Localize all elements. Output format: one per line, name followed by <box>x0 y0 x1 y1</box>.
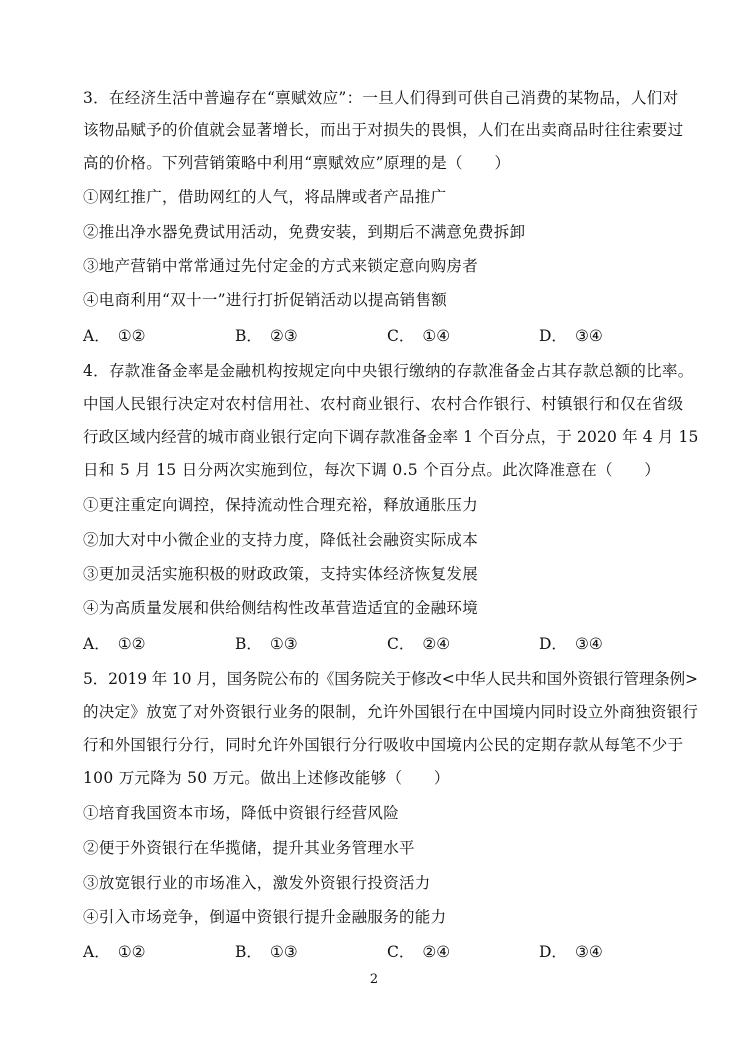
question-4-item-1: ①更注重定向调控，保持流动性合理充裕，释放通胀压力 <box>83 496 479 514</box>
option-a[interactable] <box>83 634 146 654</box>
question-4-stem-line-2: 中国人民银行决定对农村信用社、农村商业银行、农村合作银行、村镇银行和仅在省级 <box>83 395 684 413</box>
option-c[interactable] <box>387 326 450 346</box>
option-d[interactable] <box>539 942 603 962</box>
option-text: ②③ <box>269 327 298 345</box>
question-5-stem-line-1: 5．2019 年 10 月，国务院公布的《国务院关于修改<中华人民共和国外资银行管理条例> <box>83 670 698 688</box>
option-letter: C． <box>387 327 415 345</box>
option-text: ②④ <box>422 635 451 653</box>
question-5-item-2: ②便于外资银行在华揽储，提升其业务管理水平 <box>83 839 415 857</box>
question-4-stem-line-4: 日和 5 月 15 日分两次实施到位，每次下调 0.5 个百分点。此次降准意在（ ） <box>83 461 661 479</box>
question-4-options <box>83 634 683 654</box>
option-text: ③④ <box>574 327 603 345</box>
option-letter: D． <box>539 635 567 653</box>
option-c[interactable] <box>387 634 450 654</box>
question-5-stem-line-3: 行和外国银行分行，同时允许外国银行分行吸收中国境内公民的定期存款从每笔不少于 <box>83 736 684 754</box>
option-text: ③④ <box>574 943 603 961</box>
option-a[interactable] <box>83 326 146 346</box>
option-b[interactable] <box>235 326 298 346</box>
option-text: ①② <box>117 635 146 653</box>
question-3-item-1: ①网红推广，借助网红的人气，将品牌或者产品推广 <box>83 188 447 206</box>
option-letter: D． <box>539 327 567 345</box>
option-text: ①③ <box>269 943 298 961</box>
option-text: ③④ <box>574 635 603 653</box>
option-letter: A． <box>83 943 110 961</box>
option-letter: C． <box>387 635 415 653</box>
question-5-options <box>83 942 683 962</box>
question-4-stem-line-1: 4．存款准备金率是金融机构按规定向中央银行缴纳的存款准备金占其存款总额的比率。 <box>83 362 694 380</box>
option-b[interactable] <box>235 942 298 962</box>
question-3-stem-line-1: 3．在经济生活中普遍存在“禀赋效应”：一旦人们得到可供自己消费的某物品，人们对 <box>83 89 679 107</box>
option-a[interactable] <box>83 942 146 962</box>
option-letter: A． <box>83 327 110 345</box>
option-letter: B． <box>235 327 262 345</box>
option-c[interactable] <box>387 942 450 962</box>
question-4-item-2: ②加大对中小微企业的支持力度，降低社会融资实际成本 <box>83 531 479 549</box>
option-text: ②④ <box>422 943 451 961</box>
page-number: 2 <box>369 972 379 987</box>
question-3-options <box>83 326 683 346</box>
option-letter: B． <box>235 635 262 653</box>
option-letter: C． <box>387 943 415 961</box>
question-3-item-4: ④电商利用“双十一”进行打折促销活动以提高销售额 <box>83 291 448 309</box>
option-letter: A． <box>83 635 110 653</box>
option-text: ①② <box>117 943 146 961</box>
option-letter: B． <box>235 943 262 961</box>
option-text: ①④ <box>422 327 451 345</box>
question-4-item-3: ③更加灵活实施积极的财政政策，支持实体经济恢复发展 <box>83 565 479 583</box>
option-b[interactable] <box>235 634 298 654</box>
option-text: ①② <box>117 327 146 345</box>
option-letter: D． <box>539 943 567 961</box>
question-3-item-2: ②推出净水器免费试用活动，免费安装，到期后不满意免费拆卸 <box>83 223 526 241</box>
question-5-item-4: ④引入市场竞争，倒逼中资银行提升金融服务的能力 <box>83 908 447 926</box>
question-3-stem-line-3: 高的价格。下列营销策略中利用“禀赋效应”原理的是（ ） <box>83 154 511 172</box>
question-5-stem-line-4: 100 万元降为 50 万元。做出上述修改能够（ ） <box>83 769 450 787</box>
option-text: ①③ <box>269 635 298 653</box>
option-d[interactable] <box>539 326 603 346</box>
option-d[interactable] <box>539 634 603 654</box>
question-3-stem-line-2: 该物品赋予的价值就会显著增长，而出于对损失的畏惧，人们在出卖商品时往往索要过 <box>83 121 684 139</box>
question-5-item-3: ③放宽银行业的市场准入，激发外资银行投资活力 <box>83 874 431 892</box>
question-4-item-4: ④为高质量发展和供给侧结构性改革营造适宜的金融环境 <box>83 599 479 617</box>
question-3-item-3: ③地产营销中常常通过先付定金的方式来锁定意向购房者 <box>83 257 479 275</box>
question-5-item-1: ①培育我国资本市场，降低中资银行经营风险 <box>83 804 400 822</box>
question-4-stem-line-3: 行政区域内经营的城市商业银行定向下调存款准备金率 1 个百分点，于 2020 年 4 月 15 <box>83 428 699 446</box>
question-5-stem-line-2: 的决定》放宽了对外资银行业务的限制，允许外国银行在中国境内同时设立外商独资银行 <box>83 703 699 721</box>
